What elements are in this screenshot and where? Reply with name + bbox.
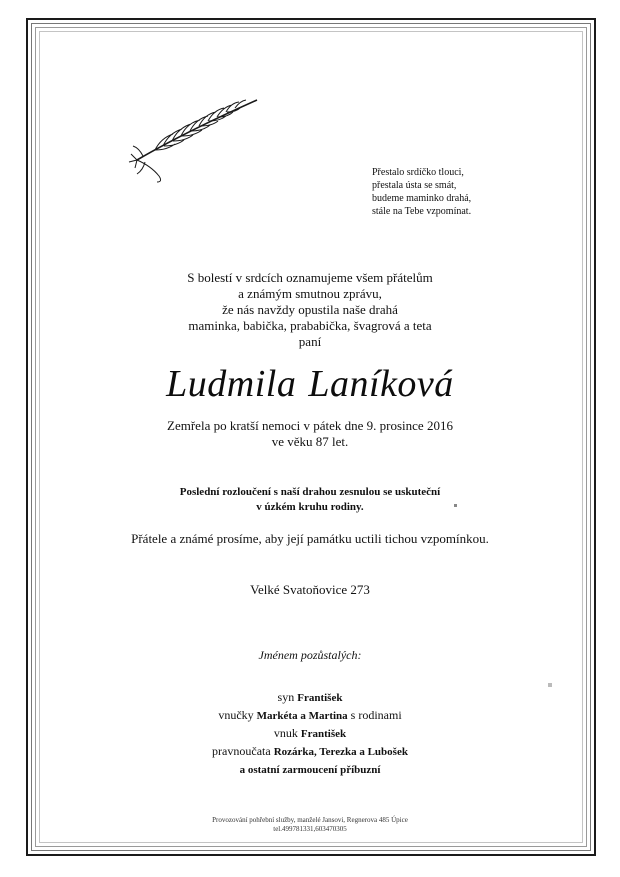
- survivor-line: [60, 761, 560, 779]
- death-notice-line: ve věku 87 let.: [271, 434, 349, 449]
- remembrance-request: [60, 531, 560, 547]
- survivors-list: [60, 689, 560, 779]
- survivor-names: a ostatní zarmoucení příbuzní: [239, 764, 381, 776]
- palm-branch-icon: [125, 92, 265, 184]
- survivor-relation: syn: [277, 690, 298, 704]
- survivor-line: [60, 707, 560, 725]
- footer-line: Provozování pohřební služby, manželé Jansovi, Regnerova 485 Úpice: [212, 816, 408, 824]
- farewell-line: Poslední rozloučení s naší drahou zesnulou se uskuteční: [179, 486, 441, 498]
- survivor-line: [60, 689, 560, 707]
- on-behalf-text: Jménem pozůstalých:: [258, 648, 362, 662]
- survivor-names: Rozárka, Terezka a Lubošek: [273, 746, 408, 758]
- death-notice: [60, 418, 560, 450]
- verse-line: přestala ústa se smát,: [372, 180, 457, 191]
- deceased-name: [60, 362, 560, 406]
- survivor-names: Markéta a Martina: [256, 710, 348, 722]
- address: [60, 582, 560, 598]
- announcement: [60, 270, 560, 350]
- on-behalf-heading: [60, 647, 560, 663]
- farewell-notice: [60, 485, 560, 515]
- request-text: Přátele a známé prosíme, aby její památku uctili tichou vzpomínkou.: [131, 531, 489, 546]
- verse-line: Přestalo srdíčko tlouci,: [372, 167, 464, 178]
- deceased-first-name: Ludmila: [166, 363, 297, 405]
- announcement-line: že nás navždy opustila naše drahá: [222, 302, 398, 317]
- announcement-line: maminka, babička, prababička, švagrová a teta: [188, 318, 432, 333]
- verse-line: stále na Tebe vzpomínat.: [372, 206, 472, 217]
- survivor-relation: vnučky: [218, 708, 257, 722]
- announcement-line: paní: [298, 334, 322, 349]
- announcement-line: a známým smutnou zprávu,: [238, 286, 382, 301]
- scan-speck: [548, 683, 552, 687]
- scan-speck: [454, 504, 457, 507]
- survivor-relation: vnuk: [273, 726, 301, 740]
- survivor-names: František: [300, 728, 347, 740]
- survivor-line: [60, 725, 560, 743]
- survivor-relation: pravnoučata: [212, 744, 274, 758]
- funeral-service-footer: [140, 816, 480, 834]
- announcement-line: S bolestí v srdcích oznamujeme všem přátelům: [187, 270, 433, 285]
- memorial-verse: [372, 166, 542, 218]
- death-notice-line: Zemřela po kratší nemoci v pátek dne 9. prosince 2016: [167, 418, 453, 433]
- survivor-line: [60, 743, 560, 761]
- survivor-suffix: s rodinami: [347, 708, 402, 722]
- survivor-names: František: [297, 692, 343, 704]
- farewell-line: v úzkém kruhu rodiny.: [256, 501, 364, 513]
- deceased-last-name: Laníková: [308, 363, 454, 405]
- address-text: Velké Svatoňovice 273: [250, 582, 370, 597]
- verse-line: budeme maminko drahá,: [372, 193, 472, 204]
- footer-line: tel.499781331,603470305: [273, 825, 347, 833]
